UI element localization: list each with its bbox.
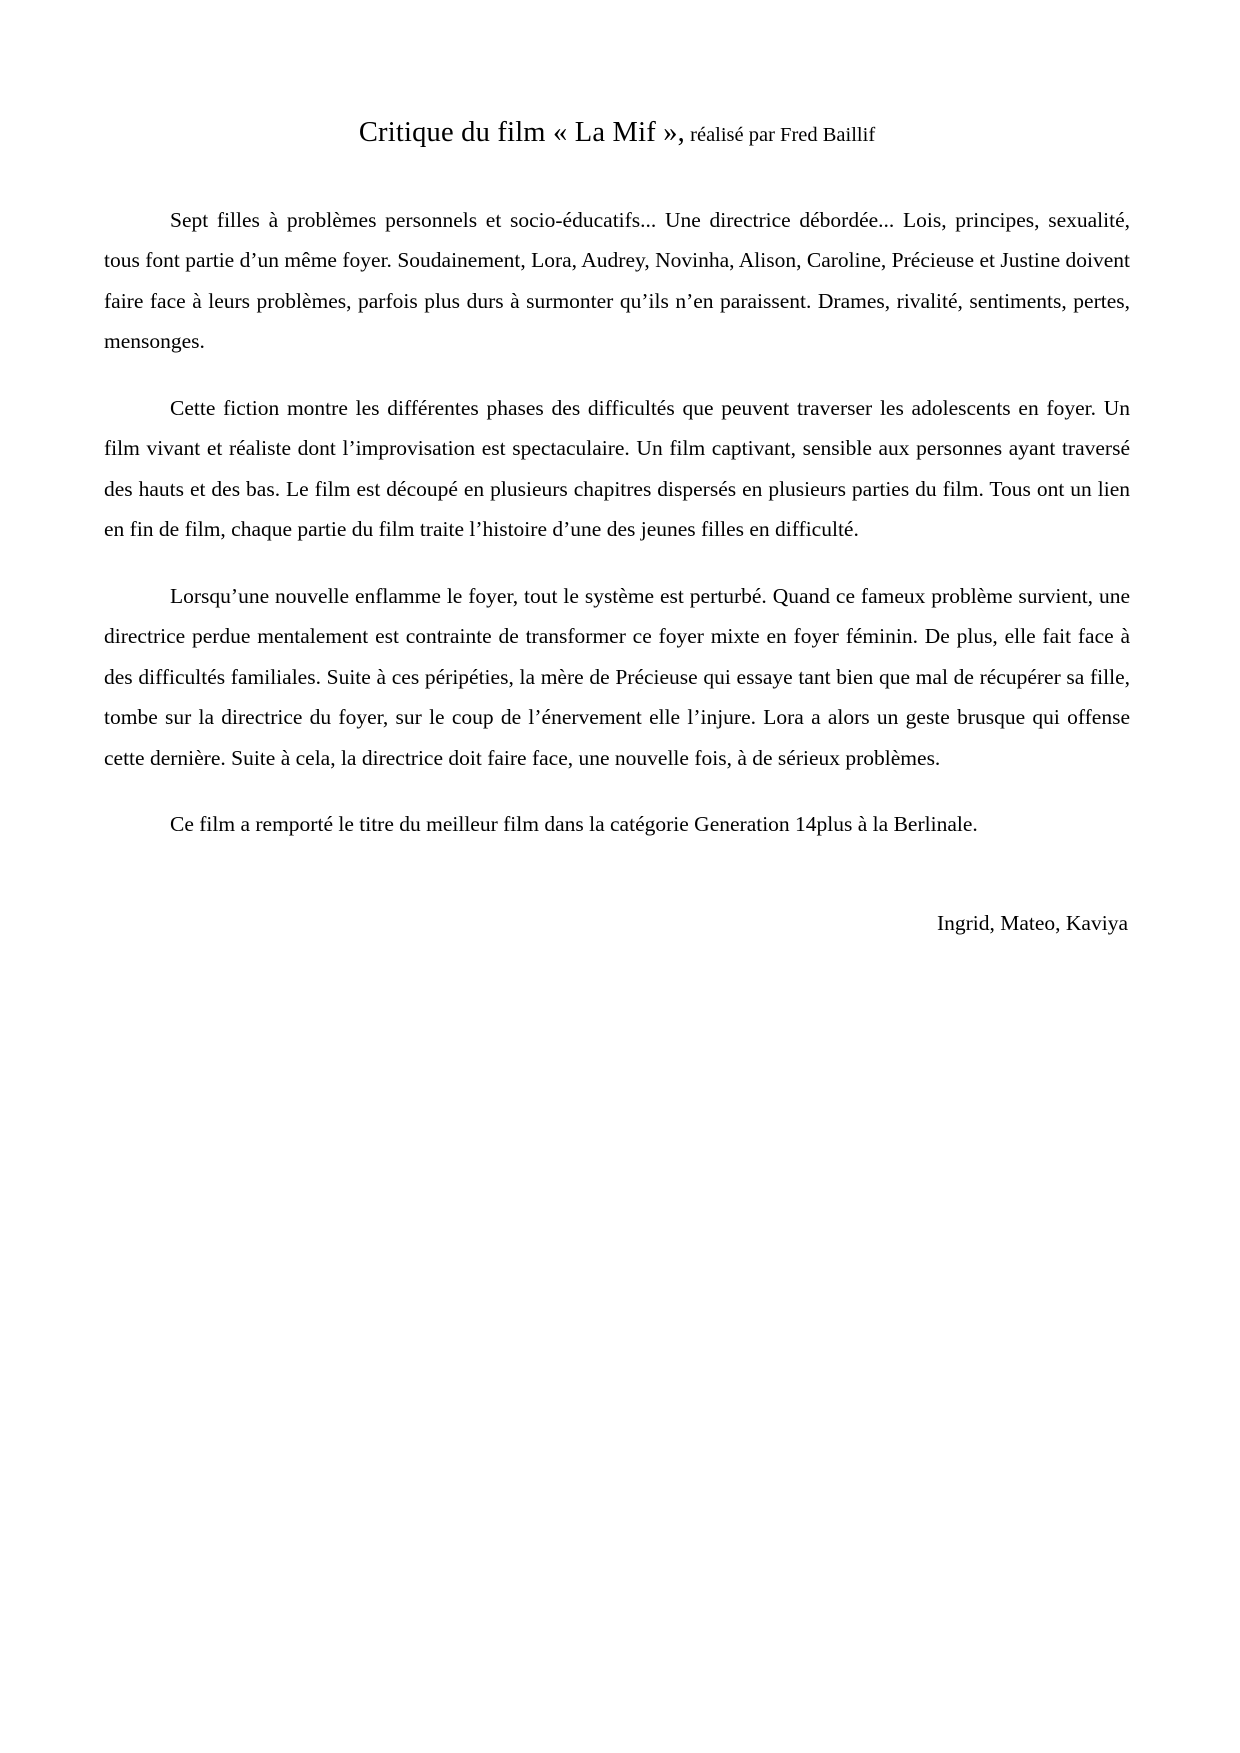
document-body (104, 200, 1130, 845)
signature: Ingrid, Mateo, Kaviya (936, 910, 1128, 935)
paragraph: Lorsqu’une nouvelle enflamme le foyer, tout le système est perturbé. Quand ce fameux problème survient, une directrice perdue mentalement est contrainte de transformer ce foyer mixte en foyer féminin. De plus, elle fait face à des difficultés familiales. Suite à ces péripéties, la mère de Précieuse qui essaye tant bien que mal de récupérer sa fille, tombe sur la directrice du foyer, sur le coup de l’énervement elle l’injure. Lora a alors un geste brusque qui offense cette dernière. Suite à cela, la directrice doit faire face, une nouvelle fois, à de sérieux problèmes. (104, 583, 1130, 770)
page-title (104, 110, 1130, 152)
paragraph: Cette fiction montre les différentes phases des difficultés que peuvent traverser les adolescents en foyer. Un film vivant et réaliste dont l’improvisation est spectaculaire. Un film captivant, sensible aux personnes ayant traversé des hauts et des bas. Le film est découpé en plusieurs chapitres dispersés en plusieurs parties du film. Tous ont un lien en fin de film, chaque partie du film traite l’histoire d’une des jeunes filles en difficulté. (104, 395, 1130, 542)
page-title-main: Critique du film « La Mif », (358, 117, 686, 148)
page-title-subtitle: réalisé par Fred Baillif (685, 124, 876, 146)
paragraph: Ce film a remporté le titre du meilleur film dans la catégorie Generation 14plus à la Berlinale. (170, 812, 978, 837)
paragraph: Sept filles à problèmes personnels et socio-éducatifs... Une directrice débordée... Lois, principes, sexualité, tous font partie d’un même foyer. Soudainement, Lora, Audrey, Novinha, Alison, Caroline, Précieuse et Justine doivent faire face à leurs problèmes, parfois plus durs à surmonter qu’ils n’en paraissent. Drames, rivalité, sentiments, pertes, mensonges. (104, 207, 1130, 354)
